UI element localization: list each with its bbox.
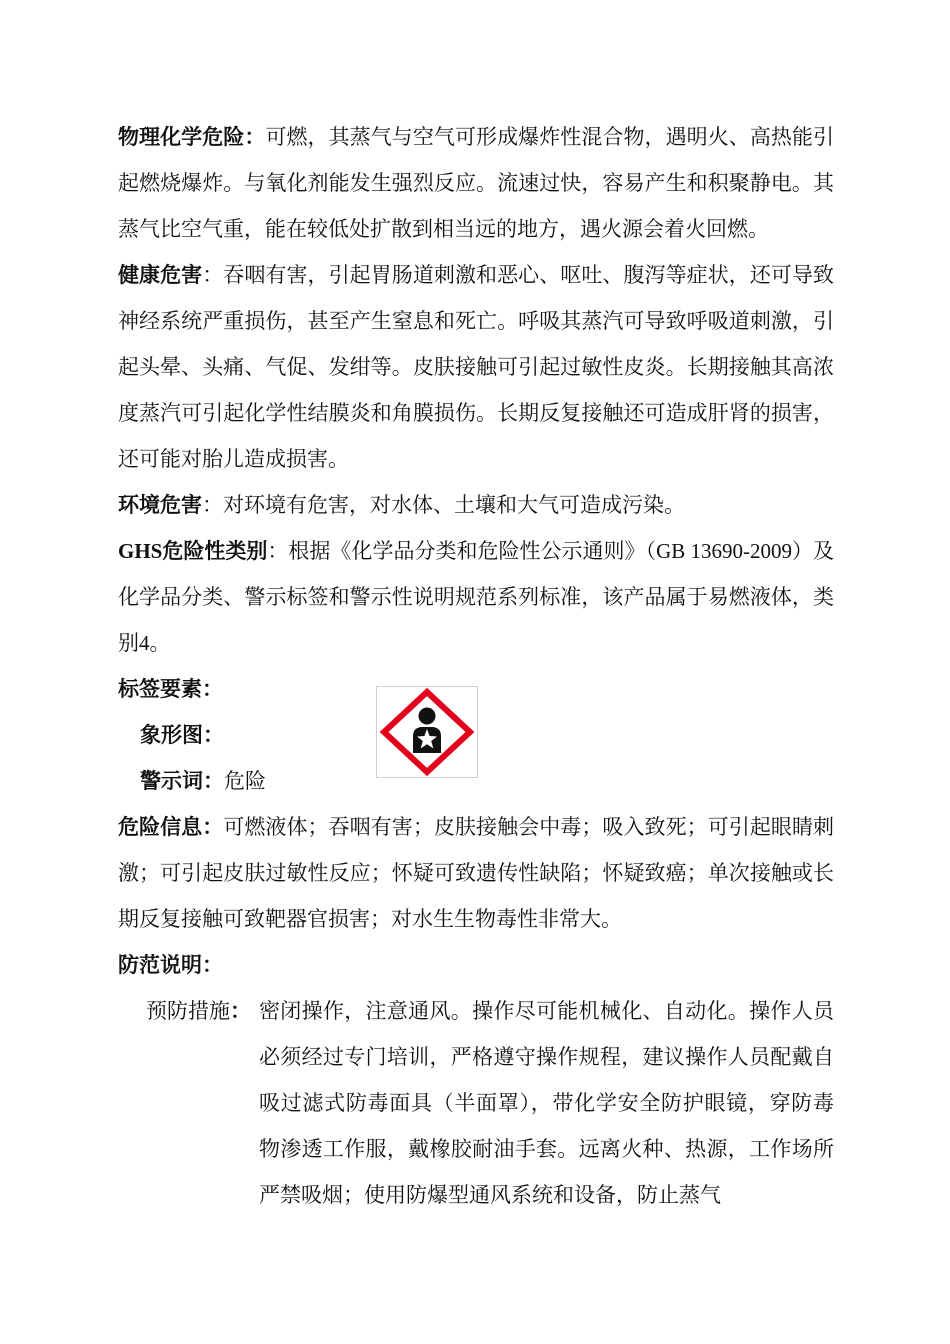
hazard-info-label: 危险信息： — [118, 815, 224, 839]
signal-word-label: 警示词： — [140, 769, 224, 793]
signal-word: 危险 — [224, 769, 266, 793]
physchem-hazard-section — [118, 114, 834, 252]
physchem-hazard-label: 物理化学危险： — [118, 125, 266, 149]
environment-hazard-text: ：对环境有危害，对水体、土壤和大气可造成污染。 — [202, 493, 685, 517]
prevention-label-wrap — [146, 988, 251, 1034]
label-elements-label: 标签要素： — [118, 677, 223, 701]
ghs-text-a: ：根据《化学品分类和危险性公示通则》（ — [267, 539, 657, 563]
health-hazard-label: 健康危害 — [118, 263, 203, 287]
hazard-info-section — [118, 804, 834, 942]
ghs-text-c: 。 — [149, 631, 171, 655]
ghs-standard-code: GB 13690-2009 — [656, 539, 792, 563]
health-hazard-text: ：吞咽有害，引起胃肠道刺激和恶心、呕吐、腹泻等症状，还可导致神经系统严重损伤，甚至产生窒息和死亡。呼吸其蒸汽可导致呼吸道刺激，引起头晕、头痛、气促、发绀等。皮肤接触可引起过敏性皮炎。长期接触其高浓度蒸汽可引起化学性结膜炎和角膜损伤。长期反复接触还可造成肝肾的损害，还可能对胎儿造成损害。 — [118, 263, 835, 471]
msds-page — [118, 114, 834, 1218]
ghs-label: 危险性类别 — [162, 539, 268, 563]
environment-hazard-label: 环境危害 — [118, 493, 202, 517]
environment-hazard-section — [118, 482, 834, 528]
health-hazard-section — [118, 252, 834, 482]
prevention-text: 密闭操作，注意通风。操作尽可能机械化、自动化。操作人员必须经过专门培训，严格遵守操作规程，建议操作人员配戴自吸过滤式防毒面具（半面罩），带化学安全防护眼镜，穿防毒物渗透工作服，戴橡胶耐油手套。远离火种、热源，工作场所严禁吸烟；使用防爆型通风系统和设备，防止蒸气 — [259, 999, 834, 1207]
prevention-label: 预防措施 — [146, 999, 230, 1023]
physchem-hazard-text: 可燃，其蒸气与空气可形成爆炸性混合物，遇明火、高热能引起燃烧爆炸。与氧化剂能发生强烈反应。流速过快，容易产生和积聚静电。其蒸气比空气重，能在较低处扩散到相当远的地方，遇火源会着火回燃。 — [118, 125, 835, 241]
ghs-label-prefix: GHS — [118, 539, 163, 563]
pictogram-label: 象形图： — [140, 723, 224, 747]
prevention-colon: ： — [230, 999, 251, 1023]
ghs-text-b: ）及化学品分类、警示标签和警示性说明规范系列标准，该产品属于易燃液体，类别 — [118, 539, 835, 655]
ghs08-health-hazard-icon — [376, 686, 478, 778]
hazard-info-text: 可燃液体；吞咽有害；皮肤接触会中毒；吸入致死；可引起眼睛刺激；可引起皮肤过敏性反应；怀疑可致遗传性缺陷；怀疑致癌；单次接触或长期反复接触可致靶器官损害；对水生生物毒性非常大。 — [118, 815, 835, 931]
ghs-classification-section — [118, 528, 834, 666]
prevention-section — [118, 988, 834, 1218]
ghs-category-number: 4 — [139, 631, 150, 655]
precautions-label: 防范说明： — [118, 953, 223, 977]
